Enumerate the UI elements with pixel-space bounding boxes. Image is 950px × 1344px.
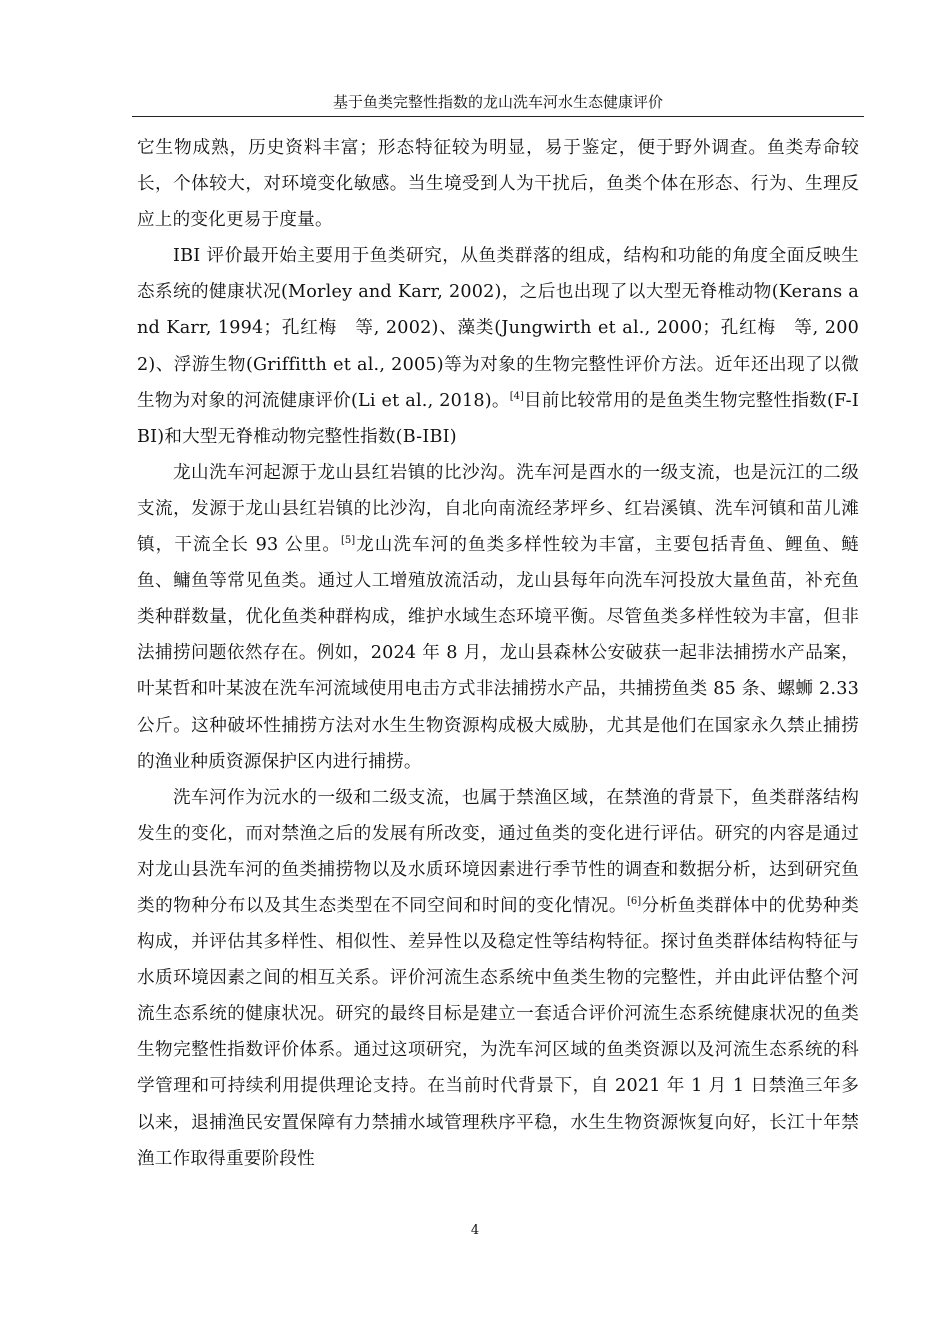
paragraph-text: IBI 评价最开始主要用于鱼类研究，从鱼类群落的组成，结构和功能的角度全面反映生态系统的健康状况(Morley and Karr, 2002)，之后也出现了以大型无脊椎动物(Kerans and Karr, 1994；孔红梅 等, 2002)、藻类(Jungwirth et al., 2000；孔红梅 等, 2002)、浮游生物(Griffitth et al., 2005)等为对象的生物完整性评价方法。近年还出现了以微生物为对象的河流健康评价(Li et al., 2018)。 xyxy=(137,246,859,411)
citation-ref: [4] xyxy=(509,390,524,402)
citation-ref: [5] xyxy=(341,535,356,547)
paragraph-text: 它生物成熟，历史资料丰富；形态特征较为明显，易于鉴定，便于野外调查。鱼类寿命较长，个体较大，对环境变化敏感。当生境受到人为干扰后，鱼类个体在形态、行为、生理反应上的变化更易于度量。 xyxy=(137,138,859,231)
paragraph xyxy=(137,780,859,1177)
paragraph xyxy=(137,238,859,455)
body-text xyxy=(137,130,859,1177)
running-header-title: 基于鱼类完整性指数的龙山洗车河水生态健康评价 xyxy=(332,93,663,111)
paragraph-text: 龙山洗车河的鱼类多样性较为丰富，主要包括青鱼、鲤鱼、鲢鱼、鳙鱼等常见鱼类。通过人工增殖放流活动，龙山县每年向洗车河投放大量鱼苗，补充鱼类种群数量，优化鱼类种群构成，维护水域生态环境平衡。尽管鱼类多样性较为丰富，但非法捕捞问题依然存在。例如，2024 年 8 月，龙山县森林公安破获一起非法捕捞水产品案，叶某哲和叶某波在洗车河流域使用电击方式非法捕捞水产品，共捕捞鱼类 85 条、螺蛳 2.33 公斤。这种破坏性捕捞方法对水生生物资源构成极大威胁，尤其是他们在国家永久禁止捕捞的渔业种质资源保护区内进行捕捞。 xyxy=(137,535,859,772)
paragraph-text: 分析鱼类群体中的优势种类构成，并评估其多样性、相似性、差异性以及稳定性等结构特征。探讨鱼类群体结构特征与水质环境因素之间的相互关系。评价河流生态系统中鱼类生物的完整性，并由此评估整个河流生态系统的健康状况。研究的最终目标是建立一套适合评价河流生态系统健康状况的鱼类生物完整性指数评价体系。通过这项研究，为洗车河区域的鱼类资源以及河流生态系统的科学管理和可持续利用提供理论支持。在当前时代背景下，自 2021 年 1 月 1 日禁渔三年多以来，退捕渔民安置保障有力禁捕水域管理秩序平稳，水生生物资源恢复向好，长江十年禁渔工作取得重要阶段性 xyxy=(137,895,859,1169)
paragraph-text: 目前比较常用的是鱼类生物完整性指数(F-IBI)和大型无脊椎动物完整性指数(B-IBI) xyxy=(137,390,859,447)
citation-ref: [6] xyxy=(627,896,642,908)
header-divider xyxy=(132,116,864,117)
paragraph-text: 洗车河作为沅水的一级和二级支流，也属于禁渔区域，在禁渔的背景下，鱼类群落结构发生的变化，而对禁渔之后的发展有所改变，通过鱼类的变化进行评估。研究的内容是通过对龙山县洗车河的鱼类捕捞物以及水质环境因素进行季节性的调查和数据分析，达到研究鱼类的物种分布以及其生态类型在不同空间和时间的变化情况。 xyxy=(137,787,859,916)
paragraph xyxy=(137,130,859,238)
paragraph xyxy=(137,455,859,780)
page-number: 4 xyxy=(470,1223,480,1238)
paragraph-text: 龙山洗车河起源于龙山县红岩镇的比沙沟。洗车河是酉水的一级支流，也是沅江的二级支流，发源于龙山县红岩镇的比沙沟，自北向南流经茅坪乡、红岩溪镇、洗车河镇和苗儿滩镇，干流全长 93 公里。 xyxy=(137,462,859,556)
